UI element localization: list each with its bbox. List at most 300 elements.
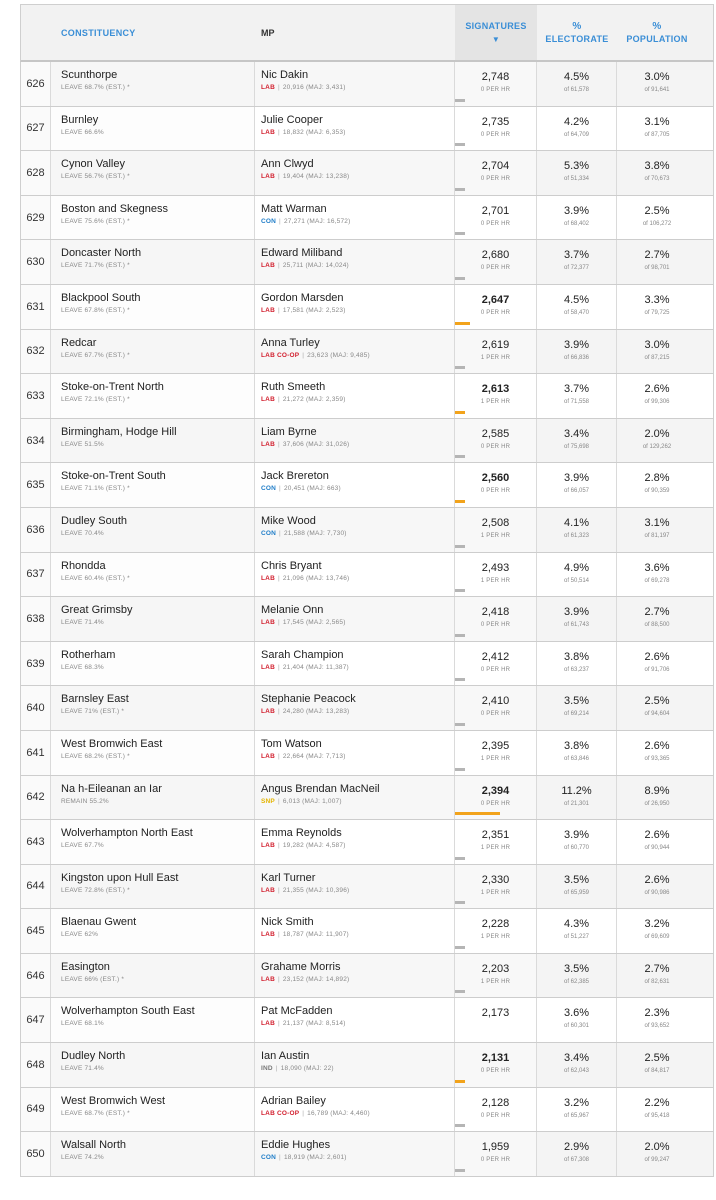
- population-total: of 81,197: [644, 532, 670, 539]
- referendum-result: LEAVE 75.6% (EST.) *: [61, 217, 130, 225]
- mp-details: [261, 352, 454, 359]
- signatures-cell: [455, 240, 537, 284]
- mp-cell[interactable]: [255, 374, 455, 418]
- population-percent: 2.6%: [644, 739, 670, 752]
- signature-count: 2,173: [481, 1007, 510, 1020]
- population-total: of 93,652: [644, 1023, 670, 1030]
- table-row[interactable]: [20, 1088, 714, 1133]
- mp-cell[interactable]: [255, 909, 455, 953]
- constituency-cell[interactable]: [51, 508, 255, 552]
- mp-votes: 23,623 (MAJ: 9,485): [307, 351, 370, 359]
- mp-details: [261, 396, 454, 403]
- rank-cell: 627: [21, 107, 51, 151]
- table-row[interactable]: [20, 330, 714, 375]
- electorate-cell: [537, 865, 617, 909]
- population-percent: 3.3%: [644, 293, 670, 306]
- mp-details: [261, 129, 454, 136]
- mp-name[interactable]: Chris Bryant: [261, 559, 322, 572]
- electorate-cell: [537, 731, 617, 775]
- rank-cell: 639: [21, 642, 51, 686]
- table-row[interactable]: [20, 642, 714, 687]
- electorate-cell: [537, 686, 617, 730]
- population-cell: [617, 597, 697, 641]
- mp-name[interactable]: Nic Dakin: [261, 69, 309, 81]
- population-cell: [617, 1088, 697, 1132]
- table-row[interactable]: [20, 686, 714, 731]
- constituency-name[interactable]: Na h-Eileanan an Iar: [61, 782, 162, 795]
- signature-rate-bar: [455, 990, 465, 993]
- mp-votes: 21,355 (MAJ: 10,396): [282, 886, 350, 894]
- population-cell: [617, 820, 697, 864]
- mp-name[interactable]: Julie Cooper: [261, 113, 323, 126]
- constituency-cell[interactable]: [51, 909, 255, 953]
- table-row[interactable]: [20, 954, 714, 999]
- mp-name[interactable]: Adrian Bailey: [261, 1094, 326, 1107]
- signature-rate-bar: [455, 901, 465, 904]
- party-label: LAB: [261, 619, 275, 627]
- mp-name[interactable]: Tom Watson: [261, 737, 322, 750]
- signatures-cell: [455, 196, 537, 240]
- signatures-cell: [455, 1132, 537, 1176]
- electorate-percent: 3.5%: [563, 962, 590, 975]
- signatures-cell: [455, 508, 537, 552]
- population-cell: [617, 909, 697, 953]
- constituency-cell[interactable]: [51, 776, 255, 820]
- party-label: LAB: [261, 663, 275, 671]
- table-row[interactable]: [20, 731, 714, 776]
- mp-details: [261, 173, 454, 180]
- referendum-result: REMAIN 55.2%: [61, 797, 109, 805]
- population-total: of 69,278: [644, 577, 670, 584]
- party-label: LAB: [261, 752, 275, 760]
- population-cell: [617, 776, 697, 820]
- population-percent: 2.6%: [644, 383, 670, 396]
- mp-details: [261, 307, 454, 314]
- referendum-result: LEAVE 66.6%: [61, 128, 104, 136]
- constituency-name[interactable]: West Bromwich East: [61, 737, 163, 750]
- constituency-cell[interactable]: [51, 731, 255, 775]
- signatures-cell: [455, 686, 537, 730]
- mp-cell[interactable]: [255, 686, 455, 730]
- party-label: LAB: [261, 306, 275, 314]
- electorate-total: of 61,323: [563, 532, 590, 539]
- signature-rate-bar: [455, 1080, 465, 1083]
- rank-cell: 632: [21, 330, 51, 374]
- mp-cell[interactable]: [255, 285, 455, 329]
- table-row[interactable]: [20, 374, 714, 419]
- constituency-cell[interactable]: [51, 330, 255, 374]
- mp-details: [261, 1020, 454, 1027]
- electorate-total: of 62,043: [563, 1068, 590, 1075]
- mp-cell[interactable]: [255, 240, 455, 284]
- electorate-cell: [537, 240, 617, 284]
- electorate-percent: 3.5%: [563, 695, 590, 708]
- population-total: of 79,725: [644, 309, 670, 316]
- table-row[interactable]: [20, 107, 714, 152]
- separator: |: [277, 931, 280, 939]
- mp-name[interactable]: Ann Clwyd: [261, 158, 314, 171]
- population-cell: [617, 686, 697, 730]
- constituency-name[interactable]: Dudley South: [61, 514, 128, 527]
- constituency-name[interactable]: Blaenau Gwent: [61, 916, 137, 929]
- population-cell: [617, 954, 697, 998]
- population-total: of 129,262: [642, 443, 672, 450]
- signature-count: 2,508: [481, 516, 510, 529]
- mp-votes: 18,832 (MAJ: 6,353): [282, 128, 346, 136]
- population-total: of 106,272: [642, 220, 672, 227]
- signatures-header[interactable]: [455, 5, 537, 60]
- mp-cell[interactable]: [255, 820, 455, 864]
- constituency-name[interactable]: Stoke-on-Trent North: [61, 381, 164, 394]
- population-percent: 8.9%: [644, 784, 670, 797]
- party-label: LAB: [261, 842, 275, 850]
- party-label: LAB: [261, 262, 275, 270]
- table-row[interactable]: [20, 62, 714, 107]
- signatures-cell: [455, 776, 537, 820]
- constituency-cell[interactable]: [51, 285, 255, 329]
- constituency-name[interactable]: Great Grimsby: [61, 604, 133, 617]
- population-cell: [617, 1043, 697, 1087]
- mp-votes: 16,789 (MAJ: 4,460): [307, 1109, 370, 1117]
- constituency-name[interactable]: Boston and Skegness: [61, 202, 169, 215]
- mp-cell[interactable]: [255, 731, 455, 775]
- referendum-result: LEAVE 72.8% (EST.) *: [61, 886, 130, 894]
- mp-name[interactable]: Pat McFadden: [261, 1005, 333, 1018]
- table-row[interactable]: [20, 151, 714, 196]
- signatures-cell: [455, 642, 537, 686]
- referendum-result: LEAVE 74.2%: [61, 1154, 104, 1162]
- electorate-total: of 72,377: [563, 265, 590, 272]
- constituency-name[interactable]: Kingston upon Hull East: [61, 871, 179, 884]
- constituency-cell[interactable]: [51, 1088, 255, 1132]
- constituency-name[interactable]: Cynon Valley: [61, 158, 125, 171]
- signature-count: 2,735: [481, 115, 510, 128]
- constituency-name[interactable]: Wolverhampton North East: [61, 827, 193, 840]
- mp-cell[interactable]: [255, 419, 455, 463]
- mp-votes: 19,404 (MAJ: 13,238): [282, 173, 350, 181]
- constituency-name[interactable]: Wolverhampton South East: [61, 1005, 195, 1018]
- referendum-result: LEAVE 71.4%: [61, 1065, 104, 1073]
- population-cell: [617, 285, 697, 329]
- electorate-total: of 68,402: [563, 220, 590, 227]
- constituency-cell[interactable]: [51, 865, 255, 909]
- population-header-label: POPULATION: [626, 33, 688, 44]
- table-row[interactable]: [20, 508, 714, 553]
- population-total: of 69,609: [644, 934, 670, 941]
- electorate-total: of 65,959: [563, 889, 590, 896]
- constituency-name[interactable]: Rotherham: [61, 648, 116, 661]
- constituency-cell[interactable]: [51, 954, 255, 998]
- mp-cell[interactable]: [255, 62, 455, 106]
- separator: |: [277, 797, 280, 805]
- constituency-name[interactable]: Walsall North: [61, 1139, 126, 1152]
- separator: |: [279, 217, 281, 225]
- constituency-cell[interactable]: [51, 998, 255, 1042]
- mp-name[interactable]: Ruth Smeeth: [261, 381, 326, 394]
- signatures-cell: [455, 1043, 537, 1087]
- rank-cell: 628: [21, 151, 51, 195]
- population-percent: 3.6%: [644, 561, 670, 574]
- mp-cell[interactable]: [255, 553, 455, 597]
- signatures-cell: [455, 998, 537, 1042]
- referendum-result: LEAVE 72.1% (EST.) *: [61, 396, 130, 404]
- signatures-cell: [455, 1088, 537, 1132]
- signature-rate-bar: [455, 946, 465, 949]
- population-percent: 2.5%: [644, 695, 670, 708]
- sort-down-icon: ▼: [491, 34, 501, 44]
- mp-name[interactable]: Eddie Hughes: [261, 1139, 331, 1152]
- constituency-cell[interactable]: [51, 553, 255, 597]
- mp-name[interactable]: Stephanie Peacock: [261, 693, 356, 706]
- rank-cell: 629: [21, 196, 51, 240]
- signatures-cell: [455, 107, 537, 151]
- table-row[interactable]: [20, 776, 714, 821]
- mp-details: [261, 842, 454, 849]
- mp-cell[interactable]: [255, 107, 455, 151]
- mp-cell[interactable]: [255, 998, 455, 1042]
- mp-name[interactable]: Nick Smith: [261, 916, 314, 929]
- table-row[interactable]: [20, 1132, 714, 1177]
- mp-details: [261, 976, 454, 983]
- signature-rate: 1 PER HR: [480, 934, 511, 941]
- constituency-cell[interactable]: [51, 196, 255, 240]
- signature-rate: 0 PER HR: [480, 443, 511, 450]
- electorate-percent: 5.3%: [563, 160, 590, 173]
- signature-rate-bar: [455, 857, 465, 860]
- constituency-name[interactable]: Scunthorpe: [61, 69, 118, 81]
- signature-rate: 1 PER HR: [480, 755, 511, 762]
- signature-rate-bar: [455, 188, 465, 191]
- constituency-cell[interactable]: [51, 1132, 255, 1176]
- constituency-name[interactable]: West Bromwich West: [61, 1094, 166, 1107]
- mp-name[interactable]: Ian Austin: [261, 1050, 310, 1063]
- mp-votes: 21,096 (MAJ: 13,746): [282, 574, 350, 582]
- mp-cell[interactable]: [255, 642, 455, 686]
- mp-name[interactable]: Edward Miliband: [261, 247, 343, 260]
- population-percent: 3.2%: [644, 918, 670, 931]
- signature-count: 2,619: [481, 338, 510, 351]
- mp-cell[interactable]: [255, 1132, 455, 1176]
- signature-count: 2,647: [481, 293, 510, 306]
- mp-details: [261, 84, 454, 91]
- rank-cell: 646: [21, 954, 51, 998]
- party-label: LAB CO-OP: [261, 351, 300, 359]
- population-total: of 94,604: [644, 711, 670, 718]
- constituency-name[interactable]: Barnsley East: [61, 693, 129, 706]
- constituency-header[interactable]: CONSTITUENCY: [61, 27, 136, 38]
- constituency-name[interactable]: Blackpool South: [61, 291, 141, 304]
- mp-header[interactable]: MP: [261, 27, 275, 38]
- population-cell: [617, 553, 697, 597]
- rank-cell: 642: [21, 776, 51, 820]
- electorate-percent: 3.7%: [563, 383, 590, 396]
- mp-cell[interactable]: [255, 151, 455, 195]
- signature-count: 2,748: [481, 71, 510, 83]
- separator: |: [277, 752, 280, 760]
- electorate-total: of 60,770: [563, 845, 590, 852]
- signatures-cell: [455, 419, 537, 463]
- mp-cell[interactable]: [255, 1088, 455, 1132]
- referendum-result: LEAVE 68.3%: [61, 663, 104, 671]
- mp-cell[interactable]: [255, 597, 455, 641]
- mp-cell[interactable]: [255, 1043, 455, 1087]
- electorate-percent: 3.9%: [563, 204, 590, 217]
- mp-votes: 21,137 (MAJ: 8,514): [282, 1020, 346, 1028]
- mp-name[interactable]: Mike Wood: [261, 514, 316, 527]
- electorate-cell: [537, 330, 617, 374]
- constituency-cell[interactable]: [51, 419, 255, 463]
- electorate-total: of 69,214: [563, 711, 590, 718]
- signature-rate: 1 PER HR: [480, 577, 511, 584]
- rank-cell: 637: [21, 553, 51, 597]
- population-total: of 93,365: [644, 755, 670, 762]
- mp-details: [261, 708, 454, 715]
- population-cell: [617, 196, 697, 240]
- mp-name[interactable]: Emma Reynolds: [261, 827, 342, 840]
- referendum-result: LEAVE 71.4%: [61, 619, 104, 627]
- signature-count: 2,203: [481, 962, 510, 975]
- electorate-header-label: ELECTORATE: [545, 33, 609, 44]
- electorate-total: of 65,967: [563, 1112, 590, 1119]
- mp-name[interactable]: Melanie Onn: [261, 604, 324, 617]
- electorate-header-pct: %: [572, 20, 582, 32]
- mp-votes: 21,404 (MAJ: 11,387): [282, 663, 349, 671]
- constituency-cell[interactable]: [51, 1043, 255, 1087]
- electorate-total: of 58,470: [563, 309, 590, 316]
- mp-name[interactable]: Matt Warman: [261, 202, 327, 215]
- party-label: IND: [261, 1065, 273, 1073]
- rank-cell: 630: [21, 240, 51, 284]
- constituency-cell[interactable]: [51, 597, 255, 641]
- mp-votes: 17,581 (MAJ: 2,523): [282, 306, 346, 314]
- constituency-cell[interactable]: [51, 240, 255, 284]
- mp-details: [261, 619, 454, 626]
- population-total: of 87,705: [644, 131, 670, 138]
- table-row[interactable]: [20, 419, 714, 464]
- signatures-cell: [455, 330, 537, 374]
- constituency-name[interactable]: Redcar: [61, 336, 97, 349]
- table-row[interactable]: [20, 240, 714, 285]
- mp-details: [261, 575, 454, 582]
- mp-cell[interactable]: [255, 776, 455, 820]
- mp-cell[interactable]: [255, 954, 455, 998]
- constituency-name[interactable]: Dudley North: [61, 1050, 126, 1063]
- mp-votes: 18,090 (MAJ: 22): [280, 1065, 334, 1073]
- table-row[interactable]: [20, 463, 714, 508]
- constituency-name[interactable]: Doncaster North: [61, 247, 142, 260]
- mp-name[interactable]: Jack Brereton: [261, 470, 329, 483]
- signature-count: 2,493: [481, 561, 510, 574]
- population-total: of 90,944: [644, 845, 670, 852]
- table-row[interactable]: [20, 909, 714, 954]
- table-row[interactable]: [20, 998, 714, 1043]
- signature-rate-bar: [455, 232, 465, 235]
- signatures-cell: [455, 151, 537, 195]
- electorate-total: of 21,301: [563, 800, 590, 807]
- referendum-result: LEAVE 68.7% (EST.) *: [61, 1109, 130, 1117]
- constituency-cell[interactable]: [51, 820, 255, 864]
- population-total: of 99,247: [644, 1157, 670, 1164]
- separator: |: [277, 84, 280, 91]
- signature-count: 2,351: [481, 829, 510, 842]
- mp-cell[interactable]: [255, 508, 455, 552]
- table-row[interactable]: [20, 820, 714, 865]
- table-row[interactable]: [20, 196, 714, 241]
- constituency-name[interactable]: Burnley: [61, 113, 99, 126]
- separator: |: [277, 128, 280, 136]
- table-row[interactable]: [20, 597, 714, 642]
- mp-name[interactable]: Anna Turley: [261, 336, 320, 349]
- signature-rate: 1 PER HR: [480, 978, 511, 985]
- population-percent: 2.8%: [644, 472, 670, 485]
- separator: |: [279, 529, 281, 537]
- rank-cell: 636: [21, 508, 51, 552]
- constituency-cell[interactable]: [51, 107, 255, 151]
- mp-name[interactable]: Sarah Champion: [261, 648, 344, 661]
- table-row[interactable]: [20, 1043, 714, 1088]
- electorate-percent: 4.9%: [563, 561, 590, 574]
- constituency-name[interactable]: Stoke-on-Trent South: [61, 470, 166, 483]
- mp-cell[interactable]: [255, 865, 455, 909]
- mp-votes: 20,916 (MAJ: 3,431): [282, 84, 346, 91]
- separator: |: [279, 1154, 281, 1162]
- electorate-header[interactable]: [537, 5, 617, 60]
- separator: |: [277, 574, 280, 582]
- constituency-name[interactable]: Easington: [61, 960, 110, 973]
- constituency-cell[interactable]: [51, 62, 255, 106]
- separator: |: [277, 886, 280, 894]
- constituency-cell[interactable]: [51, 642, 255, 686]
- constituency-cell[interactable]: [51, 374, 255, 418]
- signature-rate-bar: [455, 455, 465, 458]
- mp-votes: 27,271 (MAJ: 16,572): [283, 217, 351, 225]
- mp-name[interactable]: Angus Brendan MacNeil: [261, 782, 380, 795]
- table-row[interactable]: [20, 285, 714, 330]
- mp-name[interactable]: Gordon Marsden: [261, 291, 344, 304]
- electorate-cell: [537, 508, 617, 552]
- constituency-name[interactable]: Birmingham, Hodge Hill: [61, 425, 177, 438]
- constituency-cell[interactable]: [51, 463, 255, 507]
- constituency-cell[interactable]: [51, 151, 255, 195]
- referendum-result: LEAVE 71.7% (EST.) *: [61, 262, 130, 270]
- signature-count: 2,560: [481, 472, 510, 485]
- electorate-percent: 3.9%: [563, 338, 590, 351]
- rank-cell: 644: [21, 865, 51, 909]
- constituency-cell[interactable]: [51, 686, 255, 730]
- mp-name[interactable]: Liam Byrne: [261, 425, 317, 438]
- signature-rate-bar: [455, 678, 465, 681]
- table-row[interactable]: [20, 553, 714, 598]
- mp-name[interactable]: Grahame Morris: [261, 960, 341, 973]
- signature-count: 2,395: [481, 739, 510, 752]
- mp-votes: 22,664 (MAJ: 7,713): [282, 752, 346, 760]
- table-row[interactable]: [20, 865, 714, 910]
- electorate-percent: 4.5%: [563, 293, 590, 306]
- mp-name[interactable]: Karl Turner: [261, 871, 316, 884]
- mp-cell[interactable]: [255, 330, 455, 374]
- signatures-cell: [455, 731, 537, 775]
- signature-rate: 0 PER HR: [480, 622, 511, 629]
- mp-cell[interactable]: [255, 196, 455, 240]
- population-header[interactable]: [617, 5, 697, 60]
- mp-votes: 19,282 (MAJ: 4,587): [282, 842, 346, 850]
- signature-rate-bar: [455, 812, 500, 815]
- mp-cell[interactable]: [255, 463, 455, 507]
- signature-rate-bar: [455, 143, 465, 146]
- signature-count: 1,959: [481, 1141, 510, 1154]
- constituency-name[interactable]: Rhondda: [61, 559, 106, 572]
- population-total: of 70,673: [644, 176, 670, 183]
